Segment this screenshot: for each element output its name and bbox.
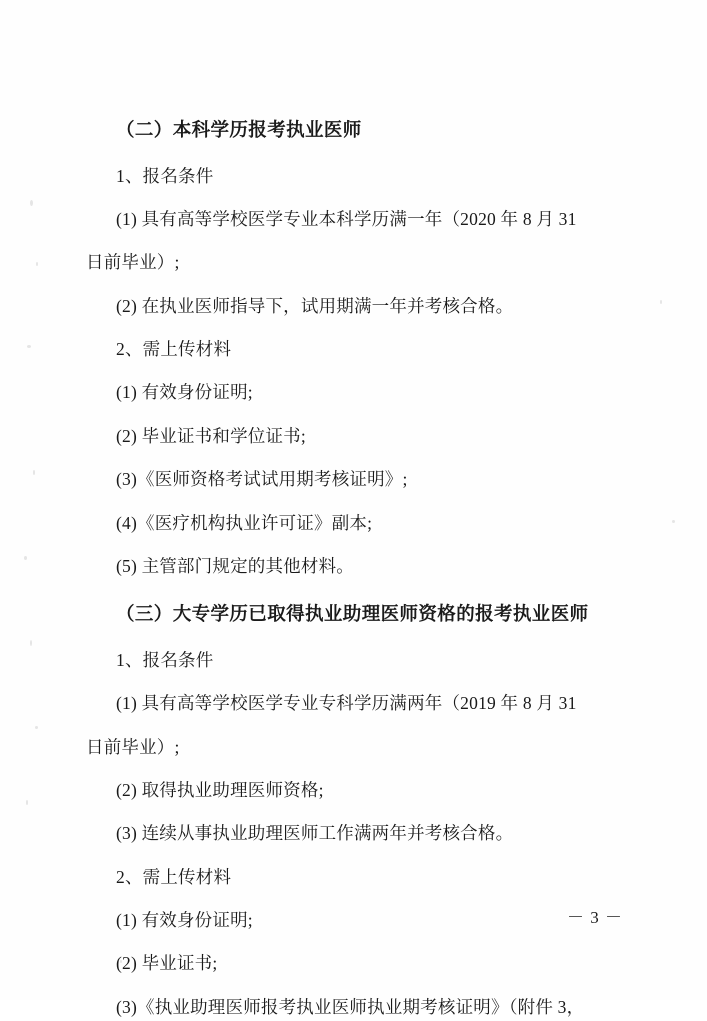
paragraph-requirement-2-3: (3) 连续从事执业助理医师工作满两年并考核合格。	[116, 823, 514, 844]
paragraph-material-2-2: (2) 毕业证书;	[116, 953, 218, 974]
page-number: － 3 －	[567, 908, 623, 927]
paragraph-materials-label-1: 2、需上传材料	[116, 339, 232, 360]
paragraph-material-2-1: (1) 有效身份证明;	[116, 910, 253, 930]
paragraph-requirement-2-1: (1) 具有高等学校医学专业专科学历满两年（2019 年 8 月 31	[116, 693, 577, 714]
paragraph-material-2-3: (3)《执业助理医师报考执业医师执业期考核证明》（附件 3，	[116, 996, 585, 1017]
paragraph-requirements-label-2: 1、报名条件	[116, 649, 214, 670]
paragraph-material-1-3: (3)《医师资格考试试用期考核证明》;	[116, 469, 408, 490]
paragraph-material-1-5: (5) 主管部门规定的其他材料。	[116, 555, 354, 576]
section-heading-2: （二）本科学历报考执业医师	[116, 121, 362, 141]
paragraph-requirement-1-1: (1) 具有高等学校医学专业本科学历满一年（2020 年 8 月 31	[116, 209, 577, 230]
paragraph-material-1-4: (4)《医疗机构执业许可证》副本;	[116, 512, 373, 533]
paragraph-materials-label-2: 2、需上传材料	[116, 866, 232, 887]
paragraph-requirement-2-1-cont: 日前毕业）;	[86, 736, 180, 757]
paragraph-requirement-2-2: (2) 取得执业助理医师资格;	[116, 779, 324, 800]
section-heading-3: （三）大专学历已取得执业助理医师资格的报考执业医师	[116, 605, 589, 626]
paragraph-material-1-2: (2) 毕业证书和学位证书;	[116, 425, 306, 446]
paragraph-material-1-1: (1) 有效身份证明;	[116, 382, 253, 403]
document-body	[86, 118, 629, 1021]
paragraph-requirements-label-1: 1、报名条件	[116, 165, 214, 186]
paragraph-requirement-1-2: (2) 在执业医师指导下，试用期满一年并考核合格。	[116, 295, 514, 316]
paragraph-requirement-1-1-cont: 日前毕业）;	[86, 252, 180, 273]
